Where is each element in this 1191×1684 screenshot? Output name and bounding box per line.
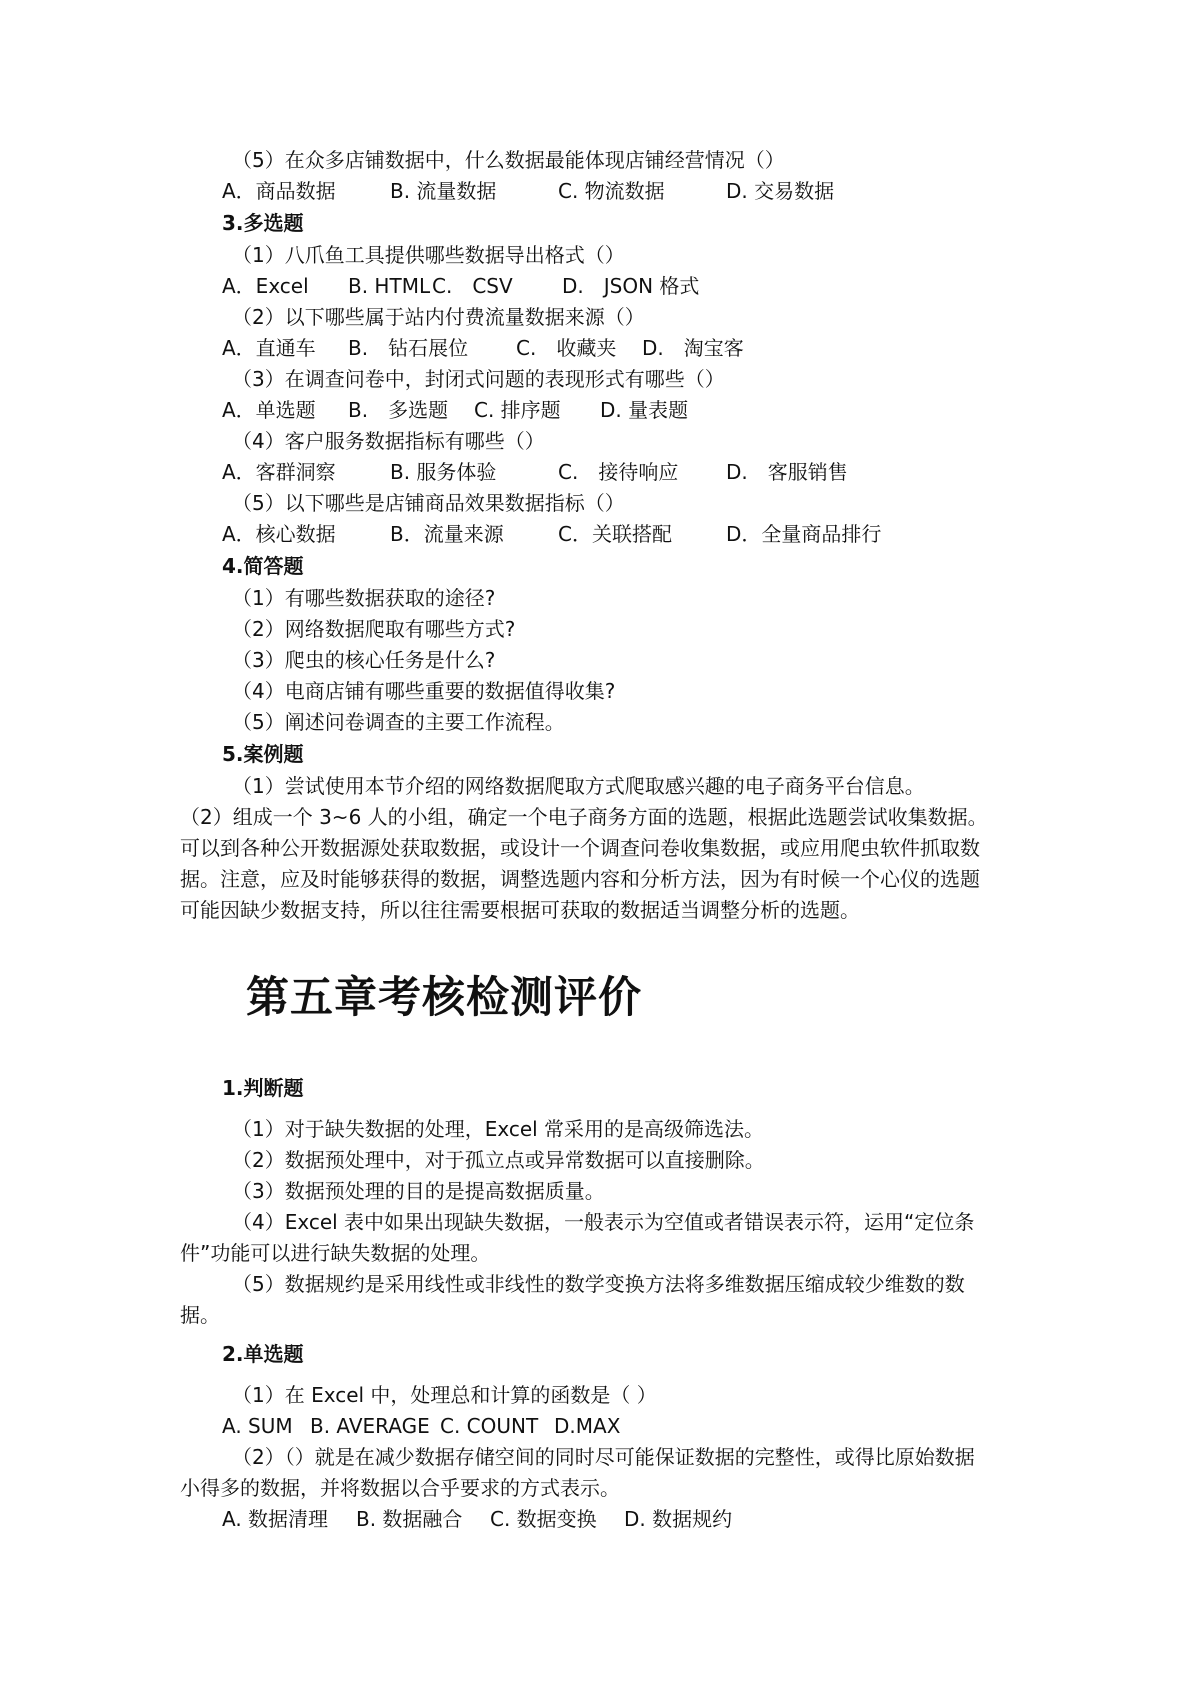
option: D. 客服销售 xyxy=(726,460,848,484)
option: B. 流量数据 xyxy=(390,179,497,203)
question-text: （3）在调查问卷中，封闭式问题的表现形式有哪些（） xyxy=(232,367,725,391)
section-heading-judge: 1.判断题 xyxy=(222,1076,304,1100)
question-text: （1）尝试使用本节介绍的网络数据爬取方式爬取感兴趣的电子商务平台信息。 xyxy=(232,774,925,798)
option: B. 数据融合 xyxy=(356,1507,463,1531)
question-text: （4）Excel 表中如果出现缺失数据，一般表示为空值或者错误表示符，运用“定位条 xyxy=(232,1210,975,1234)
option: D. 淘宝客 xyxy=(642,336,744,360)
chapter-title: 第五章考核检测评价 xyxy=(246,973,642,1023)
question-text: （4）客户服务数据指标有哪些（） xyxy=(232,429,545,453)
option: B. 服务体验 xyxy=(390,460,497,484)
section-heading-short: 4.简答题 xyxy=(222,554,304,578)
section-heading-multi: 3.多选题 xyxy=(222,211,304,235)
question-text: （4）电商店铺有哪些重要的数据值得收集? xyxy=(232,679,616,703)
paragraph-line: 据。注意，应及时能够获得的数据，调整选题内容和分析方法，因为有时候一个心仪的选题 xyxy=(180,867,980,891)
section-heading-case: 5.案例题 xyxy=(222,742,304,766)
option: D. JSON 格式 xyxy=(562,274,700,298)
question-text: （5）在众多店铺数据中，什么数据最能体现店铺经营情况（） xyxy=(232,148,785,172)
option: B. 多选题 xyxy=(348,398,449,422)
options-row xyxy=(222,177,834,205)
option: C. 排序题 xyxy=(474,398,561,422)
question-text: （3）爬虫的核心任务是什么? xyxy=(232,648,496,672)
option: C. 收藏夹 xyxy=(516,336,617,360)
question-text: （1）有哪些数据获取的途径? xyxy=(232,586,496,610)
question-text: （2）网络数据爬取有哪些方式? xyxy=(232,617,516,641)
option: C. 物流数据 xyxy=(558,179,665,203)
options-row xyxy=(222,272,699,300)
option: A．直通车 xyxy=(222,336,316,360)
question-text: （2）数据预处理中，对于孤立点或异常数据可以直接删除。 xyxy=(232,1148,765,1172)
question-text: （5）阐述问卷调查的主要工作流程。 xyxy=(232,710,565,734)
options-row xyxy=(222,458,848,486)
question-text: （1）在 Excel 中，处理总和计算的函数是（ ） xyxy=(232,1383,657,1407)
option: C. COUNT xyxy=(440,1414,539,1438)
paragraph-line: 件”功能可以进行缺失数据的处理。 xyxy=(180,1241,491,1265)
paragraph-line: 据。 xyxy=(180,1303,220,1327)
option: B. HTML xyxy=(348,274,431,298)
option: C．关联搭配 xyxy=(558,522,672,546)
question-text: （2）（）就是在减少数据存储空间的同时尽可能保证数据的完整性，或得比原始数据 xyxy=(232,1445,975,1469)
option: B．流量来源 xyxy=(390,522,504,546)
option: C. CSV xyxy=(432,274,513,298)
question-text: （3）数据预处理的目的是提高数据质量。 xyxy=(232,1179,605,1203)
option: A．客群洞察 xyxy=(222,460,336,484)
option: B. 钻石展位 xyxy=(348,336,469,360)
option: A．单选题 xyxy=(222,398,316,422)
question-text: （5）数据规约是采用线性或非线性的数学变换方法将多维数据压缩成较少维数的数 xyxy=(232,1272,965,1296)
option: D. 量表题 xyxy=(600,398,689,422)
option: D.MAX xyxy=(554,1414,621,1438)
question-text: （1）对于缺失数据的处理，Excel 常采用的是高级筛选法。 xyxy=(232,1117,765,1141)
options-row xyxy=(222,396,688,424)
options-row xyxy=(222,1412,620,1440)
section-heading-single: 2.单选题 xyxy=(222,1342,304,1366)
option: D. 数据规约 xyxy=(624,1507,733,1531)
option: A. 数据清理 xyxy=(222,1507,329,1531)
options-row xyxy=(222,520,881,548)
options-row xyxy=(222,1505,732,1533)
paragraph-line: 小得多的数据，并将数据以合乎要求的方式表示。 xyxy=(180,1476,620,1500)
question-text: （1）八爪鱼工具提供哪些数据导出格式（） xyxy=(232,243,625,267)
option: A．Excel xyxy=(222,274,309,298)
option: A．核心数据 xyxy=(222,522,336,546)
option: C. 数据变换 xyxy=(490,1507,597,1531)
paragraph-line: 可能因缺少数据支持，所以往往需要根据可获取的数据适当调整分析的选题。 xyxy=(180,898,860,922)
option: D．全量商品排行 xyxy=(726,522,882,546)
option: B. AVERAGE xyxy=(310,1414,430,1438)
option: D. 交易数据 xyxy=(726,179,835,203)
question-text: （5）以下哪些是店铺商品效果数据指标（） xyxy=(232,491,625,515)
option: C. 接待响应 xyxy=(558,460,679,484)
options-row xyxy=(222,334,744,362)
paragraph-line: （2）组成一个 3~6 人的小组，确定一个电子商务方面的选题，根据此选题尝试收集数据。 xyxy=(180,805,988,829)
paragraph-line: 可以到各种公开数据源处获取数据，或设计一个调查问卷收集数据，或应用爬虫软件抓取数 xyxy=(180,836,980,860)
question-text: （2）以下哪些属于站内付费流量数据来源（） xyxy=(232,305,645,329)
option: A．商品数据 xyxy=(222,179,336,203)
option: A. SUM xyxy=(222,1414,293,1438)
